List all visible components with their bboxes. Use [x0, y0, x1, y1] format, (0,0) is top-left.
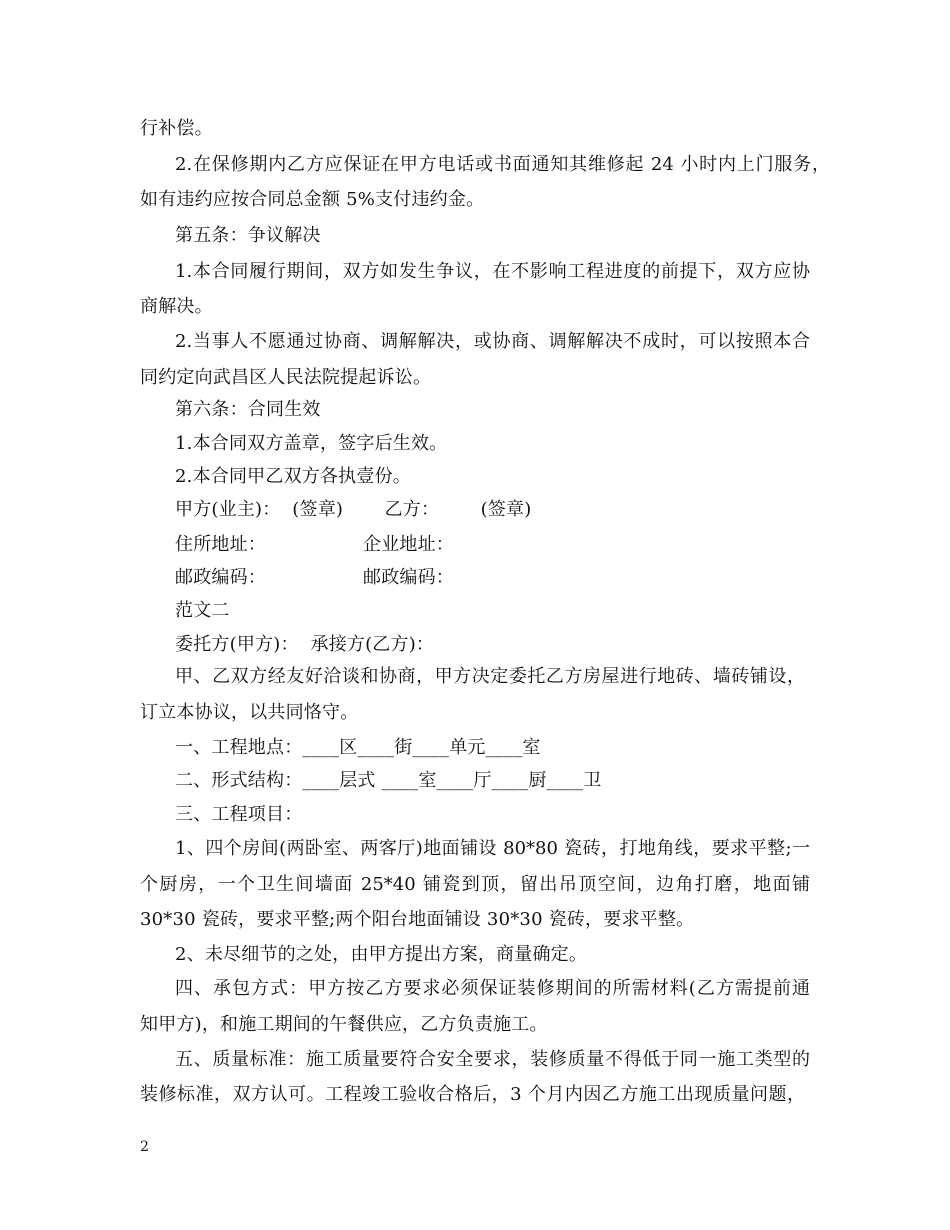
text-line: 五、质量标准：施工质量要符合安全要求，装修质量不得低于同一施工类型的 [175, 1049, 810, 1070]
text-line: 如有违约应按合同总金额 5%支付违约金。 [140, 189, 485, 210]
text-line: 30*30 瓷砖，要求平整;两个阳台地面铺设 30*30 瓷砖，要求平整。 [140, 909, 695, 930]
text-line: 四、承包方式：甲方按乙方要求必须保证装修期间的所需材料(乙方需提前通 [175, 978, 810, 999]
text-line: 商解决。 [140, 296, 213, 317]
text-line: 订立本协议，以共同恪守。 [140, 702, 359, 723]
address-label-party-b: 企业地址： [363, 534, 454, 555]
section-heading: 第六条：合同生效 [175, 399, 321, 420]
text-line: 1、四个房间(两卧室、两客厅)地面铺设 80*80 瓷砖，打地角线，要求平整;一 [175, 838, 810, 859]
text-line: 装修标准，双方认可。工程竣工验收合格后，3 个月内因乙方施工出现质量问题， [140, 1084, 805, 1105]
text-line: 1.本合同双方盖章，签字后生效。 [175, 433, 448, 454]
text-line: 2.本合同甲乙双方各执壹份。 [175, 466, 411, 487]
text-line: 2.在保修期内乙方应保证在甲方电话或书面通知其维修起 24 小时内上门服务， [175, 154, 830, 175]
text-line: 二、形式结构：____层式 ____室____厅____厨____卫 [175, 770, 602, 791]
text-line: 2、未尽细节的之处，由甲方提出方案，商量确定。 [175, 944, 588, 965]
text-line: 同约定向武昌区人民法院提起诉讼。 [140, 367, 432, 388]
section-heading: 第五条：争议解决 [175, 225, 321, 246]
postcode-label-party-b: 邮政编码： [363, 567, 454, 588]
text-line: 一、工程地点：____区____街____单元____室 [175, 737, 541, 758]
text-line: 知甲方)，和施工期间的午餐供应，乙方负责施工。 [140, 1014, 548, 1035]
page-number: 2 [140, 1139, 149, 1155]
text-line: 个厨房，一个卫生间墙面 25*40 铺瓷到顶，留出吊顶空间，边角打磨，地面铺 [140, 874, 810, 895]
signature-line: 甲方(业主)： (签章) 乙方： (签章) [175, 499, 532, 520]
text-line: 甲、乙双方经友好洽谈和协商，甲方决定委托乙方房屋进行地砖、墙砖铺设， [175, 666, 805, 687]
section-heading: 三、工程项目： [175, 804, 303, 825]
section-title: 范文二 [175, 600, 230, 621]
text-line: 行补偿。 [140, 118, 213, 139]
postcode-label-party-a: 邮政编码： [175, 567, 266, 588]
address-label-party-a: 住所地址： [175, 534, 266, 555]
text-line: 1.本合同履行期间，双方如发生争议，在不影响工程进度的前提下，双方应协 [175, 261, 810, 282]
text-line: 2.当事人不愿通过协商、调解解决，或协商、调解解决不成时，可以按照本合 [175, 331, 810, 352]
parties-line: 委托方(甲方)： 承接方(乙方)： [175, 634, 435, 655]
